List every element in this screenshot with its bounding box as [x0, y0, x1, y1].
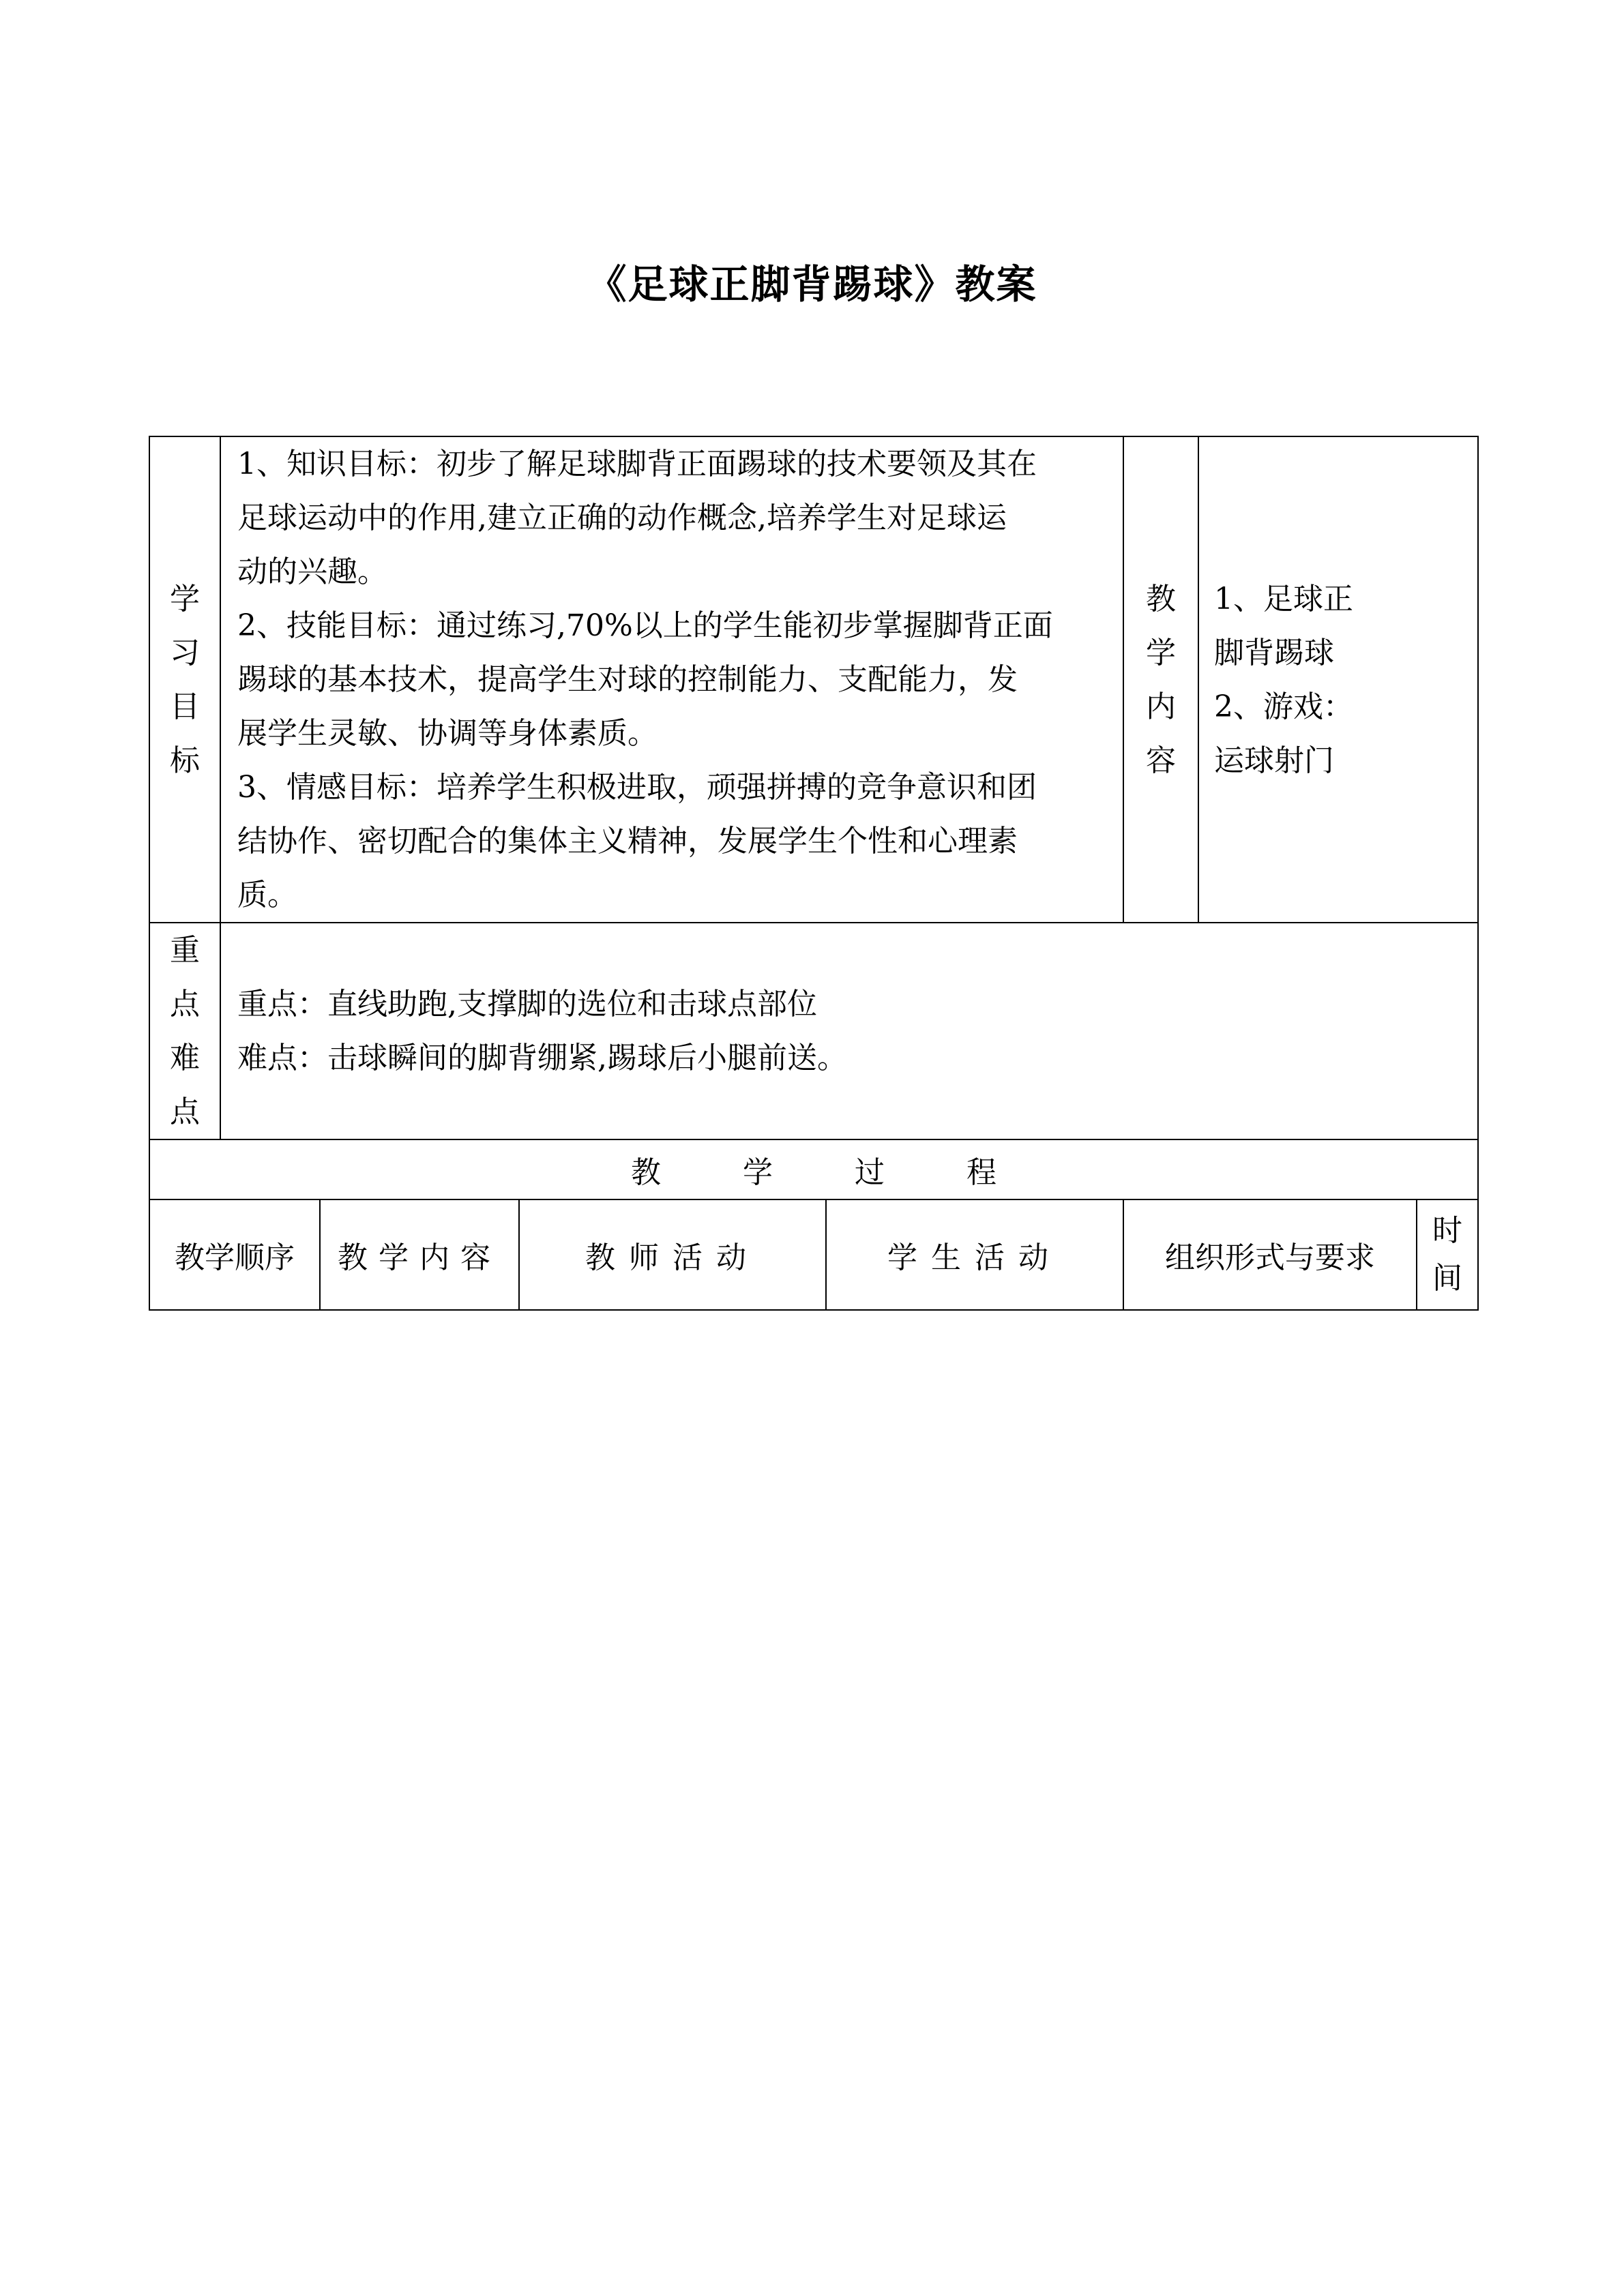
objective-line: 结协作、密切配合的集体主义精神，发展学生个性和心理素 [237, 824, 1018, 859]
key-points-text [220, 923, 1478, 1139]
objective-line: 足球运动中的作用,建立正确的动作概念,培养学生对足球运 [237, 501, 1007, 535]
content-line: 运球射门 [1214, 743, 1334, 778]
col-header-content: 教学内容 [320, 1199, 519, 1310]
process-columns-row [149, 1199, 1478, 1310]
key-points-label: 重 点 难 点 [149, 923, 220, 1139]
page-title: 《足球正脚背踢球》教案 [587, 261, 1037, 308]
objectives-label: 学 习 目 标 [149, 436, 220, 923]
objectives-row [149, 436, 1478, 923]
content-line: 脚背踢球 [1214, 635, 1334, 670]
col-header-organization: 组织形式与要求 [1123, 1199, 1417, 1310]
col-header-time: 时 间 [1417, 1199, 1478, 1310]
col-header-teacher: 教师活动 [519, 1199, 826, 1310]
key-point-difficulty: 难点：击球瞬间的脚背绷紧,踢球后小腿前送。 [237, 1041, 847, 1075]
objective-line: 质。 [237, 878, 297, 912]
col-header-order: 教学顺序 [149, 1199, 320, 1310]
process-heading: 教学过程 [149, 1139, 1478, 1199]
key-points-row [149, 923, 1478, 1139]
objective-line: 踢球的基本技术，提高学生对球的控制能力、支配能力，发 [237, 662, 1018, 697]
objective-line: 展学生灵敏、协调等身体素质。 [237, 716, 658, 751]
objective-line: 3、情感目标：培养学生积极进取，顽强拼搏的竞争意识和团 [237, 770, 1037, 805]
objective-line: 2、技能目标：通过练习,70%以上的学生能初步掌握脚背正面 [237, 608, 1053, 643]
objective-line: 动的兴趣。 [237, 554, 387, 589]
key-point-focus: 重点：直线助跑,支撑脚的选位和击球点部位 [237, 987, 817, 1022]
content-line: 1、足球正 [1214, 581, 1353, 616]
lesson-plan-table [149, 436, 1479, 1311]
objective-line: 1、知识目标：初步了解足球脚背正面踢球的技术要领及其在 [237, 447, 1037, 481]
teaching-content-label: 教 学 内 容 [1123, 436, 1198, 923]
col-header-student: 学生活动 [826, 1199, 1123, 1310]
teaching-content-text [1198, 436, 1478, 923]
objectives-text [220, 436, 1123, 923]
process-heading-row [149, 1139, 1478, 1199]
content-line: 2、游戏： [1214, 689, 1353, 724]
